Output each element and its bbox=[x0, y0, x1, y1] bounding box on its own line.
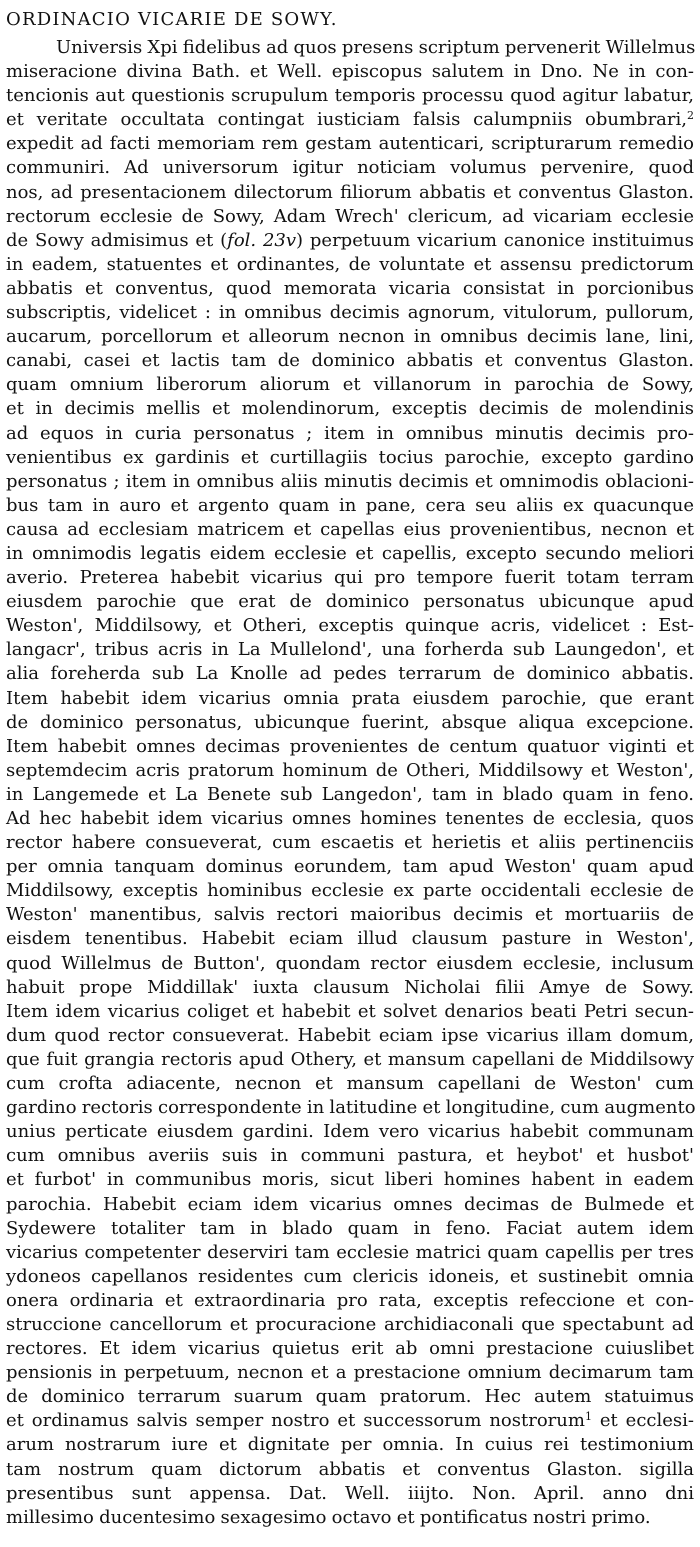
text-line: dum quod rector consueverat. Habebit eciam ipse vicarius illam domum, bbox=[6, 1024, 694, 1046]
text-line-content: et veritate occultata contingat iusticiam falsis calumpniis obumbrari, bbox=[6, 109, 687, 131]
text-line: tencionis aut questionis scrupulum temporis processu quod agitur labatur, bbox=[6, 85, 694, 107]
text-line: ydoneos capellanos residentes cum clericis idoneis, et sustinebit omnia bbox=[6, 1265, 694, 1287]
text-line: de dominico terrarum suarum quam pratorum. Hec autem statuimus bbox=[6, 1386, 694, 1408]
text-line: habuit prope Middillak' iuxta clausum Nicholai filii Amye de Sowy. bbox=[6, 976, 694, 998]
text-line: miseracione divina Bath. et Well. episcopus salutem in Dno. Ne in con- bbox=[6, 61, 694, 83]
text-line: unius perticate eiusdem gardini. Idem vero vicarius habebit communam bbox=[6, 1121, 694, 1143]
text-line bbox=[6, 1409, 694, 1433]
text-line: causa ad ecclesiam matricem et capellas eius provenientibus, necnon et bbox=[6, 518, 694, 540]
text-line: tam nostrum quam dictorum abbatis et conventus Glaston. sigilla bbox=[6, 1458, 694, 1480]
text-line: in omnimodis legatis eidem ecclesie et capellis, excepto secundo meliori bbox=[6, 542, 694, 564]
text-line: Universis Xpi fidelibus ad quos presens scriptum pervenerit Willelmus bbox=[56, 37, 696, 58]
text-line: Item idem vicarius coliget et habebit et solvet denarios beati Petri secun- bbox=[6, 1000, 694, 1022]
text-line: vicarius competenter deserviri tam ecclesie matrici quam capellis per tres bbox=[6, 1241, 694, 1263]
text-line: eisdem tenentibus. Habebit eciam illud clausum pasture in Weston', bbox=[6, 928, 694, 950]
text-line: in Langemede et La Benete sub Langedon', tam in blado quam in feno. bbox=[6, 783, 694, 805]
text-line: langacr', tribus acris in La Mullelond', una forherda sub Laungedon', et bbox=[6, 639, 694, 661]
text-line: septemdecim acris pratorum hominum de Otheri, Middilsowy et Weston', bbox=[6, 759, 694, 781]
text-line bbox=[6, 108, 694, 132]
text-line: personatus ; item in omnibus aliis minutis decimis et omnimodis oblacioni- bbox=[6, 470, 694, 492]
text-line: struccione cancellorum et procuracione archidiaconali que spectabunt ad bbox=[6, 1313, 694, 1335]
text-line: quam omnium liberorum aliorum et villanorum in parochia de Sowy, bbox=[6, 374, 694, 396]
document-title: ORDINACIO VICARIE DE SOWY. bbox=[6, 9, 338, 30]
text-line: arum nostrarum iure et dignitate per omnia. In cuius rei testimonium bbox=[6, 1434, 694, 1456]
document-body bbox=[6, 36, 694, 1530]
text-line: in eadem, statuentes et ordinantes, de voluntate et assensu predictorum bbox=[6, 253, 694, 275]
text-line: parochia. Habebit eciam idem vicarius omnes decimas de Bulmede et bbox=[6, 1193, 694, 1215]
text-line: rector habere consueverat, cum escaetis et herietis et aliis pertinenciis bbox=[6, 832, 694, 854]
text-line: alia foreherda sub La Knolle ad pedes terrarum de dominico abbatis. bbox=[6, 663, 694, 685]
text-line: venientibus ex gardinis et curtillagiis tocius parochie, excepto gardino bbox=[6, 446, 694, 468]
text-line: eiusdem parochie que erat de dominico personatus ubicunque apud bbox=[6, 591, 694, 613]
text-line: quod Willelmus de Button', quondam rector eiusdem ecclesie, inclusum bbox=[6, 952, 694, 974]
text-line-content: et ordinamus salvis semper nostro et successorum nostrorum bbox=[6, 1410, 585, 1432]
text-line: Item habebit idem vicarius omnia prata eiusdem parochie, que erant bbox=[6, 687, 694, 709]
text-line: communiri. Ad universorum igitur noticiam volumus pervenire, quod bbox=[6, 157, 694, 179]
folio-reference: fol. 23v bbox=[227, 229, 297, 251]
text-line: canabi, casei et lactis tam de dominico abbatis et conventus Glaston. bbox=[6, 350, 694, 372]
text-line-segment: ) perpetuum vicarium canonice instituimus bbox=[296, 229, 695, 251]
text-line-segment: et ecclesi- bbox=[591, 1410, 694, 1432]
text-line: ad equos in curia personatus ; item in omnibus minutis decimis pro- bbox=[6, 422, 694, 444]
text-line: Item habebit omnes decimas provenientes de centum quatuor viginti et bbox=[6, 735, 694, 757]
text-line: et in decimis mellis et molendinorum, exceptis decimis de molendinis bbox=[6, 398, 694, 420]
text-line: cum omnibus averiis suis in communi pastura, et heybot' et husbot' bbox=[6, 1145, 694, 1167]
text-line: abbatis et conventus, quod memorata vicaria consistat in porcionibus bbox=[6, 277, 694, 299]
text-line bbox=[6, 229, 694, 253]
text-line: millesimo ducentesimo sexagesimo octavo et pontificatus nostri primo. bbox=[6, 1506, 651, 1528]
text-line: aucarum, porcellorum et alleorum necnon in omnibus decimis lane, lini, bbox=[6, 326, 694, 348]
text-line: Sydewere totaliter tam in blado quam in feno. Faciat autem idem bbox=[6, 1217, 694, 1239]
text-line: presentibus sunt appensa. Dat. Well. iiijto. Non. April. anno dni bbox=[6, 1482, 694, 1504]
text-line: pensionis in perpetuum, necnon et a prestacione omnium decimarum tam bbox=[6, 1362, 694, 1384]
text-line: gardino rectoris correspondente in latitudine et longitudine, cum augmento bbox=[6, 1097, 696, 1119]
text-line: rectorum ecclesie de Sowy, Adam Wrech' clericum, ad vicariam ecclesie bbox=[6, 205, 694, 227]
text-line: averio. Preterea habebit vicarius qui pro tempore fuerit totam terram bbox=[6, 567, 694, 589]
text-line: bus tam in auro et argento quam in pane, cera seu aliis ex quacunque bbox=[6, 494, 694, 516]
text-line: de dominico personatus, ubicunque fuerint, absque aliqua excepcione. bbox=[6, 711, 694, 733]
text-line: que fuit grangia rectoris apud Othery, et mansum capellani de Middilsowy bbox=[6, 1048, 694, 1070]
text-line: onera ordinaria et extraordinaria pro rata, exceptis refeccione et con- bbox=[6, 1289, 694, 1311]
text-line: Ad hec habebit idem vicarius omnes homines tenentes de ecclesia, quos bbox=[6, 808, 694, 829]
text-line: nos, ad presentacionem dilectorum filiorum abbatis et conventus Glaston. bbox=[6, 181, 694, 203]
text-line: per omnia tanquam dominus eorundem, tam apud Weston' quam apud bbox=[6, 856, 694, 878]
text-line: Weston' manentibus, salvis rectori maioribus decimis et mortuariis de bbox=[6, 904, 694, 926]
text-line: Weston', Middilsowy, et Otheri, exceptis quinque acris, videlicet : Est- bbox=[6, 615, 694, 637]
text-line: Middilsowy, exceptis hominibus ecclesie ex parte occidentali ecclesie de bbox=[6, 880, 694, 902]
footnote-mark: 2 bbox=[687, 109, 694, 123]
footnote-mark: 1 bbox=[584, 1410, 592, 1424]
text-line-segment: de Sowy admisimus et ( bbox=[6, 229, 228, 251]
text-line: cum crofta adiacente, necnon et mansum capellani de Weston' cum bbox=[6, 1073, 694, 1095]
text-line: rectores. Et idem vicarius quietus erit ab omni prestacione cuiuslibet bbox=[6, 1338, 694, 1360]
text-line: et furbot' in communibus moris, sicut liberi homines habent in eadem bbox=[6, 1169, 694, 1191]
text-line: expedit ad facti memoriam rem gestam autenticari, scripturarum remedio bbox=[6, 133, 694, 155]
text-line: subscriptis, videlicet : in omnibus decimis agnorum, vitulorum, pullorum, bbox=[6, 302, 694, 324]
